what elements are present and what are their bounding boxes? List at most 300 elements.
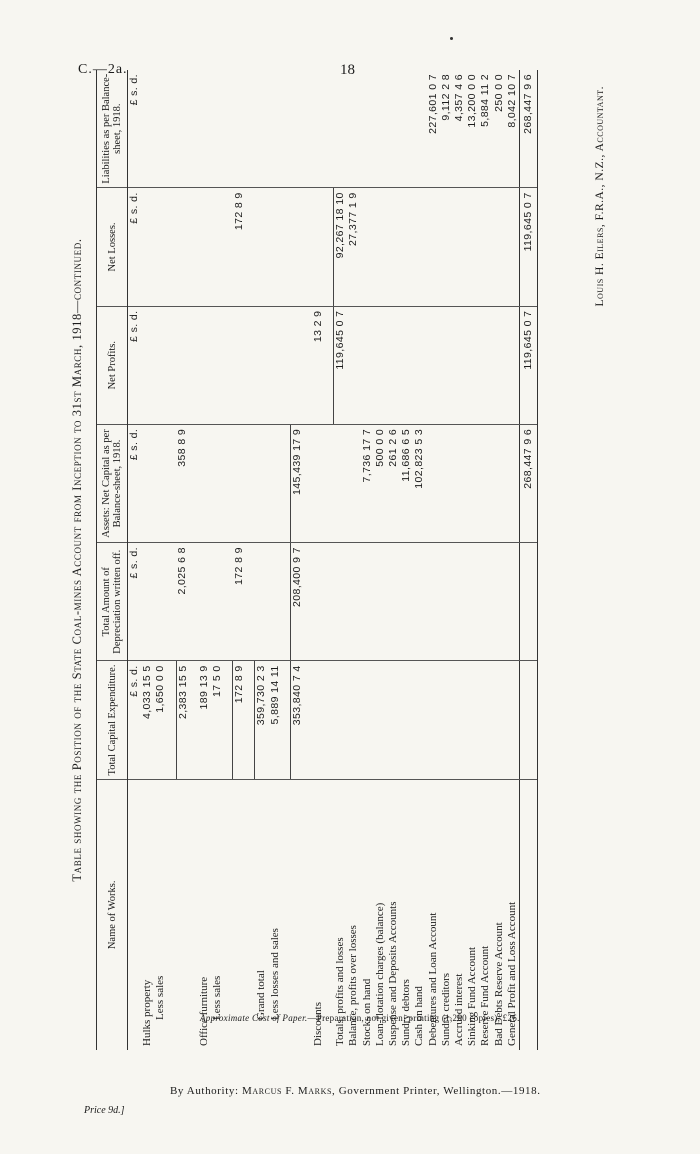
table-row	[347, 70, 360, 1050]
row-label: Suspense and Deposits Accounts	[387, 901, 400, 1046]
row-label: Accrued interest	[453, 973, 466, 1046]
value-cell	[361, 661, 374, 779]
value-cell	[269, 188, 282, 306]
row-name-cell	[154, 779, 167, 1050]
row-name-cell	[176, 779, 190, 1050]
unit-cell: £ s. d.	[128, 424, 142, 542]
value-cell	[211, 188, 224, 306]
value-cell	[440, 188, 453, 306]
row-label: Less sales	[211, 975, 224, 1020]
value-cell: 172 8 9	[233, 661, 247, 779]
spacer-cell	[282, 188, 291, 306]
value-cell	[154, 188, 167, 306]
row-name-cell	[211, 779, 224, 1050]
value-cell	[427, 424, 440, 542]
row-name-cell	[374, 779, 387, 1050]
row-name-cell	[387, 779, 400, 1050]
value-cell	[413, 70, 426, 188]
row-label: Bad Debts Reserve Account	[492, 922, 505, 1046]
value-cell	[334, 70, 348, 188]
spacer-cell	[304, 188, 312, 306]
row-name-cell	[347, 779, 360, 1050]
value-cell: 250 0 0	[493, 70, 506, 188]
spacer-cell	[168, 424, 177, 542]
value-cell	[374, 306, 387, 424]
accountant-signature: Louis H. Eilers, F.R.A., N.Z., Accountant.	[594, 86, 606, 307]
spacer-cell	[190, 543, 198, 661]
total-cell: 119,645 0 7	[520, 188, 538, 306]
row-name-cell	[233, 779, 247, 1050]
table-row	[154, 70, 167, 1050]
value-cell: 172 8 9	[233, 188, 247, 306]
value-cell: 17 5 0	[211, 661, 224, 779]
col-header-losses: Net Losses.	[97, 188, 128, 306]
value-cell	[154, 306, 167, 424]
value-cell	[413, 543, 426, 661]
value-cell	[374, 661, 387, 779]
table-row	[453, 70, 466, 1050]
value-cell: 11,686 6 5	[400, 424, 413, 542]
spacer-cell	[246, 424, 255, 542]
value-cell	[506, 306, 520, 424]
value-cell	[440, 424, 453, 542]
spacer-cell	[246, 306, 255, 424]
unit-cell: £ s. d.	[128, 70, 142, 188]
value-cell	[312, 188, 325, 306]
value-cell	[154, 424, 167, 542]
table-row	[312, 70, 325, 1050]
spacer-cell	[325, 424, 334, 542]
spacer-cell	[246, 188, 255, 306]
spacer-cell	[246, 70, 255, 188]
value-cell	[493, 188, 506, 306]
unit-cell-blank	[128, 779, 142, 1050]
spacer-cell	[304, 306, 312, 424]
spacer-cell	[168, 188, 177, 306]
spacer-row	[224, 70, 233, 1050]
value-cell	[334, 424, 348, 542]
authority-prefix: By Authority:	[170, 1085, 239, 1097]
value-cell	[211, 70, 224, 188]
row-name-cell	[198, 779, 211, 1050]
spacer-cell	[246, 661, 255, 779]
total-cell	[520, 661, 538, 779]
table-row	[440, 70, 453, 1050]
row-label: General Profit and Loss Account	[505, 901, 518, 1046]
row-name-cell	[506, 779, 520, 1050]
value-cell	[427, 661, 440, 779]
cost-label: Approximate Cost of Paper.	[200, 1013, 308, 1023]
value-cell: 500 0 0	[374, 424, 387, 542]
value-cell	[387, 543, 400, 661]
unit-cell: £ s. d.	[128, 543, 142, 661]
page-number: 18	[340, 62, 355, 78]
value-cell	[400, 543, 413, 661]
spacer-cell	[304, 424, 312, 542]
unit-cell: £ s. d.	[128, 188, 142, 306]
col-header-profits: Net Profits.	[97, 306, 128, 424]
value-cell: 145,439 17 9	[290, 424, 304, 542]
value-cell	[154, 70, 167, 188]
value-cell	[211, 543, 224, 661]
value-cell	[453, 306, 466, 424]
value-cell: 5,889 14 11	[269, 661, 282, 779]
value-cell: 2,383 15 5	[176, 661, 190, 779]
value-cell	[374, 70, 387, 188]
spacer-cell	[325, 188, 334, 306]
spacer-cell	[325, 779, 334, 1050]
row-label: Balance, profits over losses	[347, 925, 360, 1046]
table-row	[233, 70, 247, 1050]
value-cell	[440, 306, 453, 424]
spacer-row	[190, 70, 198, 1050]
spacer-cell	[168, 306, 177, 424]
row-name-cell	[493, 779, 506, 1050]
value-cell	[141, 188, 154, 306]
table-row	[361, 70, 374, 1050]
row-label: Less sales	[154, 975, 167, 1020]
value-cell	[269, 424, 282, 542]
value-cell: 92,267 18 10	[334, 188, 348, 306]
value-cell: 261 2 6	[387, 424, 400, 542]
spacer-cell	[190, 779, 198, 1050]
value-cell: 189 13 9	[198, 661, 211, 779]
spacer-cell	[246, 779, 255, 1050]
value-cell	[312, 661, 325, 779]
value-cell	[198, 70, 211, 188]
table-row	[387, 70, 400, 1050]
row-label: Less losses and sales	[268, 928, 281, 1020]
table-row	[493, 70, 506, 1050]
authority-rest: Government Printer, Wellington.—1918.	[338, 1085, 541, 1097]
value-cell	[290, 188, 304, 306]
col-header-depreciation: Total Amount of Depreciation written off.	[97, 543, 128, 661]
value-cell	[347, 424, 360, 542]
spacer-cell	[246, 543, 255, 661]
col-header-liabilities: Liabilities as per Balance-sheet, 1918.	[97, 70, 128, 188]
value-cell	[400, 70, 413, 188]
unit-cell: £ s. d.	[128, 661, 142, 779]
total-cell: 268,447 9 6	[520, 70, 538, 188]
value-cell: 359,730 2 3	[255, 661, 269, 779]
value-cell	[374, 188, 387, 306]
spacer-cell	[168, 543, 177, 661]
value-cell: 13,200 0 0	[466, 70, 479, 188]
value-cell	[255, 306, 269, 424]
spacer-cell	[190, 424, 198, 542]
value-cell	[269, 306, 282, 424]
value-cell	[141, 70, 154, 188]
value-cell	[361, 70, 374, 188]
value-cell	[453, 188, 466, 306]
row-name-cell	[255, 779, 269, 1050]
value-cell	[269, 70, 282, 188]
spacer-row	[325, 70, 334, 1050]
value-cell	[479, 424, 492, 542]
value-cell: 2,025 6 8	[176, 543, 190, 661]
row-label: Sinking Fund Account	[466, 946, 479, 1046]
table-body	[128, 70, 538, 1050]
table-row	[506, 70, 520, 1050]
value-cell	[255, 70, 269, 188]
value-cell	[479, 306, 492, 424]
value-cell	[466, 424, 479, 542]
value-cell	[334, 543, 348, 661]
value-cell	[154, 543, 167, 661]
totals-row	[520, 70, 538, 1050]
value-cell	[427, 188, 440, 306]
value-cell	[506, 188, 520, 306]
value-cell	[427, 306, 440, 424]
table-row	[141, 70, 154, 1050]
value-cell	[453, 543, 466, 661]
row-label: Debentures and Loan Account	[426, 912, 439, 1046]
spacer-row	[282, 70, 291, 1050]
printer-name: Marcus F. Marks,	[241, 1085, 336, 1097]
row-label: Stocks on hand	[360, 978, 373, 1046]
row-label: Sundry debtors	[400, 979, 413, 1046]
value-cell	[440, 543, 453, 661]
col-header-name: Name of Works.	[97, 779, 128, 1050]
spacer-cell	[168, 779, 177, 1050]
value-cell: 7,736 17 7	[361, 424, 374, 542]
spacer-cell	[282, 70, 291, 188]
row-name-cell	[290, 779, 304, 1050]
spacer-cell	[224, 70, 233, 188]
row-name-cell	[427, 779, 440, 1050]
row-name-cell	[400, 779, 413, 1050]
row-name-cell	[453, 779, 466, 1050]
total-cell	[520, 543, 538, 661]
value-cell	[361, 306, 374, 424]
row-name-cell	[334, 779, 348, 1050]
value-cell	[493, 424, 506, 542]
row-label: Reserve Fund Account	[479, 945, 492, 1046]
row-name-cell	[141, 779, 154, 1050]
value-cell	[506, 543, 520, 661]
value-cell: 8,042 10 7	[506, 70, 520, 188]
spacer-cell	[190, 661, 198, 779]
value-cell	[198, 424, 211, 542]
value-cell	[427, 543, 440, 661]
value-cell	[400, 306, 413, 424]
table-row	[479, 70, 492, 1050]
spacer-cell	[325, 306, 334, 424]
table-row	[269, 70, 282, 1050]
spacer-cell	[282, 306, 291, 424]
table-row	[255, 70, 269, 1050]
value-cell	[493, 306, 506, 424]
printer-authority	[170, 1085, 541, 1097]
spacer-cell	[224, 661, 233, 779]
value-cell	[176, 306, 190, 424]
value-cell: 119,645 0 7	[334, 306, 348, 424]
value-cell	[211, 424, 224, 542]
value-cell	[413, 188, 426, 306]
value-cell	[233, 424, 247, 542]
spacer-cell	[282, 424, 291, 542]
row-name-cell	[479, 779, 492, 1050]
spacer-cell	[190, 188, 198, 306]
table-row	[198, 70, 211, 1050]
row-label: Totals, profits and losses	[333, 937, 346, 1046]
spacer-cell	[168, 70, 177, 188]
value-cell: 4,033 15 5	[141, 661, 154, 779]
value-cell	[387, 188, 400, 306]
row-label: Discounts	[312, 1002, 325, 1046]
value-cell: 5,884 11 2	[479, 70, 492, 188]
spacer-cell	[304, 779, 312, 1050]
spacer-cell	[224, 188, 233, 306]
value-cell	[141, 306, 154, 424]
document-reference: C.—2a.	[78, 62, 128, 77]
value-cell: 27,377 1 9	[347, 188, 360, 306]
spacer-cell	[224, 306, 233, 424]
value-cell	[255, 543, 269, 661]
cost-text: —Preparation, not given; printing (1,200 copies), £26.	[307, 1013, 520, 1023]
value-cell: 102,823 5 3	[413, 424, 426, 542]
value-cell: 353,840 7 4	[290, 661, 304, 779]
table-row	[400, 70, 413, 1050]
value-cell	[493, 661, 506, 779]
value-cell	[440, 661, 453, 779]
value-cell	[211, 306, 224, 424]
coal-mines-position-table	[96, 70, 538, 1050]
value-cell	[334, 661, 348, 779]
row-name-cell	[413, 779, 426, 1050]
value-cell: 1,650 0 0	[154, 661, 167, 779]
row-name-cell	[312, 779, 325, 1050]
spacer-cell	[304, 543, 312, 661]
row-label: Hulks property	[141, 979, 154, 1046]
spacer-cell	[282, 779, 291, 1050]
spacer-row	[246, 70, 255, 1050]
value-cell	[233, 306, 247, 424]
value-cell	[400, 188, 413, 306]
row-label: Loan-flotation charges (balance)	[373, 902, 386, 1046]
value-cell	[479, 543, 492, 661]
table-title: Table showing the Position of the State Coal-mines Account from Inception to 31st March, 1918—continued.	[70, 238, 84, 882]
value-cell	[479, 661, 492, 779]
value-cell: 358 8 9	[176, 424, 190, 542]
spacer-cell	[224, 543, 233, 661]
row-label: Cash on hand	[413, 986, 426, 1046]
value-cell: 9,112 2 8	[440, 70, 453, 188]
row-name-cell	[269, 779, 282, 1050]
value-cell	[479, 188, 492, 306]
row-label: Sundry creditors	[439, 972, 452, 1046]
total-cell: 268,447 9 6	[520, 424, 538, 542]
spacer-cell	[190, 306, 198, 424]
value-cell	[347, 661, 360, 779]
spacer-cell	[282, 661, 291, 779]
spacer-cell	[224, 424, 233, 542]
spacer-cell	[168, 661, 177, 779]
cost-of-paper-note	[200, 1013, 520, 1023]
table-row	[374, 70, 387, 1050]
value-cell: 13 2 9	[312, 306, 325, 424]
value-cell	[141, 543, 154, 661]
value-cell	[347, 70, 360, 188]
price-note: Price 9d.]	[84, 1105, 125, 1116]
table-header-row	[97, 70, 128, 1050]
table-row	[176, 70, 190, 1050]
value-cell	[453, 661, 466, 779]
value-cell	[176, 188, 190, 306]
table-row	[427, 70, 440, 1050]
spacer-cell	[325, 70, 334, 188]
value-cell	[466, 188, 479, 306]
value-cell	[255, 188, 269, 306]
value-cell: 4,357 4 6	[453, 70, 466, 188]
row-label: Office furniture	[197, 976, 210, 1046]
value-cell: 227,601 0 7	[427, 70, 440, 188]
value-cell	[347, 306, 360, 424]
value-cell	[198, 543, 211, 661]
spacer-cell	[325, 661, 334, 779]
table-row	[413, 70, 426, 1050]
spacer-row	[168, 70, 177, 1050]
value-cell	[176, 70, 190, 188]
value-cell	[387, 661, 400, 779]
value-cell	[413, 306, 426, 424]
row-name-cell	[466, 779, 479, 1050]
value-cell	[312, 424, 325, 542]
value-cell	[312, 543, 325, 661]
print-mark	[450, 37, 453, 40]
spacer-cell	[304, 70, 312, 188]
value-cell	[466, 543, 479, 661]
value-cell: 208,400 9 7	[290, 543, 304, 661]
spacer-cell	[190, 70, 198, 188]
value-cell	[233, 70, 247, 188]
value-cell	[453, 424, 466, 542]
totals-name-cell	[520, 779, 538, 1050]
unit-row	[128, 70, 142, 1050]
value-cell	[290, 306, 304, 424]
total-cell: 119,645 0 7	[520, 306, 538, 424]
col-header-capital: Total Capital Expenditure.	[97, 661, 128, 779]
spacer-cell	[304, 661, 312, 779]
unit-cell: £ s. d.	[128, 306, 142, 424]
row-name-cell	[361, 779, 374, 1050]
row-name-cell	[440, 779, 453, 1050]
value-cell	[506, 424, 520, 542]
row-label: Grand total	[254, 970, 267, 1020]
value-cell	[198, 306, 211, 424]
value-cell	[400, 661, 413, 779]
value-cell: 172 8 9	[233, 543, 247, 661]
value-cell	[141, 424, 154, 542]
value-cell	[198, 188, 211, 306]
value-cell	[506, 661, 520, 779]
value-cell	[255, 424, 269, 542]
spacer-cell	[325, 543, 334, 661]
rotated-table-panel	[70, 70, 630, 1050]
table-row	[466, 70, 479, 1050]
value-cell	[466, 661, 479, 779]
table-row	[290, 70, 304, 1050]
value-cell	[466, 306, 479, 424]
value-cell	[312, 70, 325, 188]
spacer-row	[304, 70, 312, 1050]
col-header-assets: Assets: Net Capital as per Balance-sheet, 1918.	[97, 424, 128, 542]
table-row	[211, 70, 224, 1050]
table-row	[334, 70, 348, 1050]
value-cell	[361, 188, 374, 306]
value-cell	[361, 543, 374, 661]
value-cell	[493, 543, 506, 661]
